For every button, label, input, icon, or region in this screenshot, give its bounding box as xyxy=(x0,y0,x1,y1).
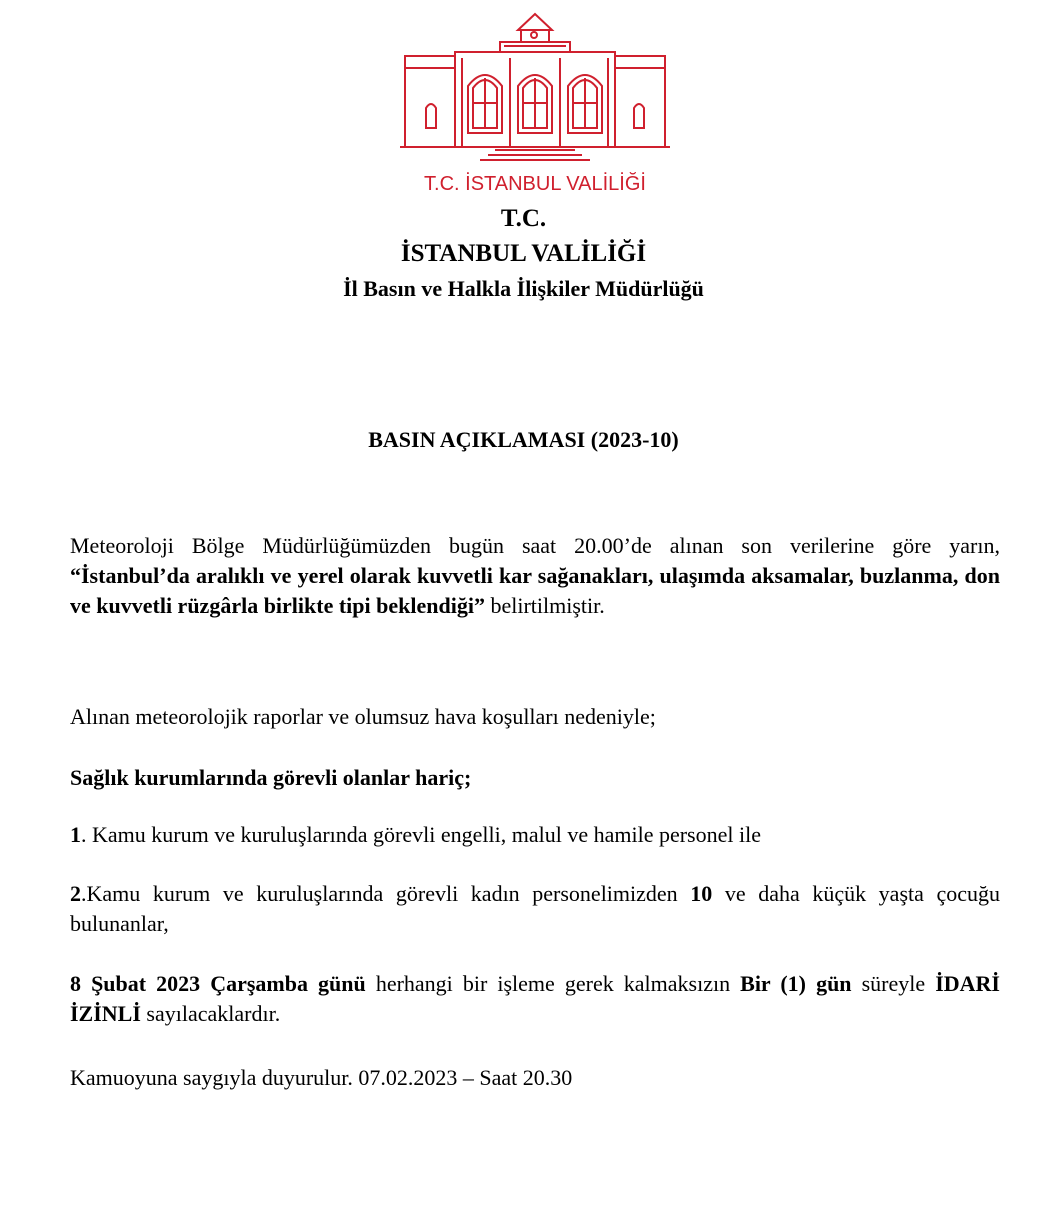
leave-date: 8 Şubat 2023 Çarşamba günü xyxy=(70,971,366,996)
header-valilik: İSTANBUL VALİLİĞİ xyxy=(400,240,647,267)
paragraph-reason: Alınan meteorolojik raporlar ve olumsuz hava koşulları nedeniyle; xyxy=(70,704,656,729)
list-item-2-text-a: .Kamu kurum ve kuruluşlarında görevli kadın personelimizden xyxy=(81,881,691,906)
paragraph1-quote: “İstanbul’da aralıklı ve yerel olarak kuvvetli kar sağanakları, ulaşımda aksamalar, buzlanma, don ve kuvvetli rüzgârla birlikte tipi beklendiği” xyxy=(70,563,1000,618)
paragraph1-outro: belirtilmiştir. xyxy=(484,593,605,618)
document-title: BASIN AÇIKLAMASI (2023-10) xyxy=(368,427,679,452)
leave-status: İDARİ İZİNLİ xyxy=(70,971,1000,1026)
paragraph-leave-decision xyxy=(70,969,1000,1029)
istanbul-valiligi-logo xyxy=(400,8,670,198)
header-mudurluk: İl Basın ve Halkla İlişkiler Müdürlüğü xyxy=(343,276,704,301)
leave-text-a: herhangi bir işleme gerek kalmaksızın xyxy=(365,971,741,996)
paragraph1-intro: Meteoroloji Bölge Müdürlüğümüzden bugün saat 20.00’de alınan son verilerine göre yarın, xyxy=(70,533,1000,558)
leave-text-c: sayılacaklardır. xyxy=(140,1001,281,1026)
header-tc: T.C. xyxy=(500,205,547,232)
logo-caption: T.C. İSTANBUL VALİLİĞİ xyxy=(424,173,646,195)
paragraph-exception: Sağlık kurumlarında görevli olanlar hariç; xyxy=(70,765,472,790)
list-item-2-text-b: ve daha küçük yaşta çocuğu bulunanlar, xyxy=(70,881,1000,936)
list-item-1-number: 1 xyxy=(70,822,81,847)
list-item-2 xyxy=(70,879,1000,939)
istanbul-governorship-building-icon xyxy=(400,8,670,198)
list-item-1 xyxy=(70,820,1000,850)
list-item-1-text: . Kamu kurum ve kuruluşlarında görevli engelli, malul ve hamile personel ile xyxy=(81,822,761,847)
leave-duration: Bir (1) gün xyxy=(740,971,852,996)
list-item-2-age: 10 xyxy=(690,881,713,906)
list-item-2-number: 2 xyxy=(70,881,81,906)
paragraph-weather-report xyxy=(70,531,1000,621)
closing-line: Kamuoyuna saygıyla duyurulur. 07.02.2023 – Saat 20.30 xyxy=(70,1065,573,1090)
leave-text-b: süreyle xyxy=(851,971,936,996)
